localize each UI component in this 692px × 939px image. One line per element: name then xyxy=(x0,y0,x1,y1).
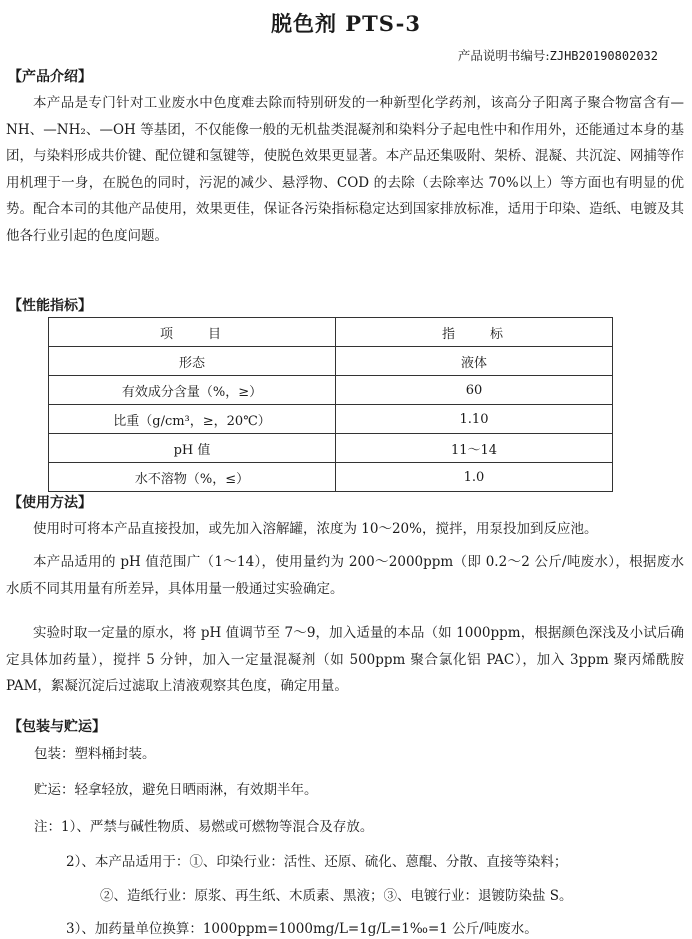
table-cell-item: 水不溶物（%，≤） xyxy=(49,463,336,492)
table-cell-item: 形态 xyxy=(49,347,336,376)
page-title: 脱色剂 PTS-3 xyxy=(271,11,421,36)
table-header-item: 项 目 xyxy=(49,318,336,347)
table-cell-value: 60 xyxy=(336,376,613,405)
table-row xyxy=(49,434,613,463)
table-row xyxy=(49,405,613,434)
table-cell-value: 1.0 xyxy=(336,463,613,492)
section-heading-intro: 【产品介绍】 xyxy=(8,69,92,85)
table-cell-value: 11～14 xyxy=(336,434,613,463)
section-heading-spec: 【性能指标】 xyxy=(8,298,92,314)
table-header-value: 指 标 xyxy=(336,318,613,347)
table-cell-item: 有效成分含量（%，≥） xyxy=(49,376,336,405)
packaging-line: 包装：塑料桶封装。 xyxy=(34,746,156,762)
section-heading-usage: 【使用方法】 xyxy=(8,495,92,511)
usage-paragraph-1: 使用时可将本产品直接投加，或先加入溶解罐，浓度为 10～20%，搅拌，用泵投加到反应池。 xyxy=(33,521,598,537)
table-row xyxy=(49,463,613,492)
doc-number xyxy=(458,46,658,64)
table-cell-item: pH 值 xyxy=(49,434,336,463)
table-row xyxy=(49,376,613,405)
note-2b: ②、造纸行业：原浆、再生纸、木质素、黑液；③、电镀行业：退镀防染盐 S。 xyxy=(100,888,573,904)
table-cell-item: 比重（g/cm³，≥，20℃） xyxy=(49,405,336,434)
table-header-row xyxy=(49,318,613,347)
table-cell-value: 液体 xyxy=(336,347,613,376)
doc-number-value: ZJHB20190802032 xyxy=(549,49,658,63)
note-2a: 2）、本产品适用于：①、印染行业：活性、还原、硫化、蒽醌、分散、直接等染料； xyxy=(66,854,568,870)
spec-table xyxy=(48,317,613,492)
doc-number-label: 产品说明书编号: xyxy=(457,48,550,63)
table-row xyxy=(49,347,613,376)
storage-line: 贮运：轻拿轻放，避免日晒雨淋，有效期半年。 xyxy=(34,782,318,798)
note-1: 注：1）、严禁与碱性物质、易燃或可燃物等混合及存放。 xyxy=(34,819,374,835)
intro-paragraph: 本产品是专门针对工业废水中色度难去除而特别研发的一种新型化学药剂，该高分子阳离子聚合物富含有—NH、—NH₂、—OH 等基团，不仅能像一般的无机盐类混凝剂和染料分子起电性中和作用外，还能通过本身的基团，与染料形成共价键、配位键和氢键等，使脱色效果更显著。本产品还集吸附、架桥、混凝、共沉淀、网捕等作用机理于一身，在脱色的同时，污泥的减少、悬浮物、COD 的去除（去除率达 70%以上）等方面也有明显的优势。配合本司的其他产品使用，效果更佳，保证各污染指标稳定达到国家排放标准，适用于印染、造纸、电镀及其他各行业引起的色度问题。 xyxy=(6,95,684,244)
usage-paragraph-3: 实验时取一定量的原水，将 pH 值调节至 7～9，加入适量的本品（如 1000ppm，根据颜色深浅及小试后确定具体加药量），搅拌 5 分钟，加入一定量混凝剂（如 500ppm 聚合氯化铝 PAC），加入 3ppm 聚丙烯酰胺 PAM，絮凝沉淀后过滤取上清液观察其色度，确定用量。 xyxy=(6,625,684,694)
usage-paragraph-2: 本产品适用的 pH 值范围广（1～14），使用量约为 200～2000ppm（即 0.2～2 公斤/吨废水），根据废水水质不同其用量有所差异，具体用量一般通过实验确定。 xyxy=(6,554,684,597)
section-heading-packaging: 【包装与贮运】 xyxy=(8,719,106,735)
table-cell-value: 1.10 xyxy=(336,405,613,434)
note-3: 3）、加药量单位换算：1000ppm=1000mg/L=1g/L=1‰=1 公斤/吨废水。 xyxy=(66,921,538,937)
